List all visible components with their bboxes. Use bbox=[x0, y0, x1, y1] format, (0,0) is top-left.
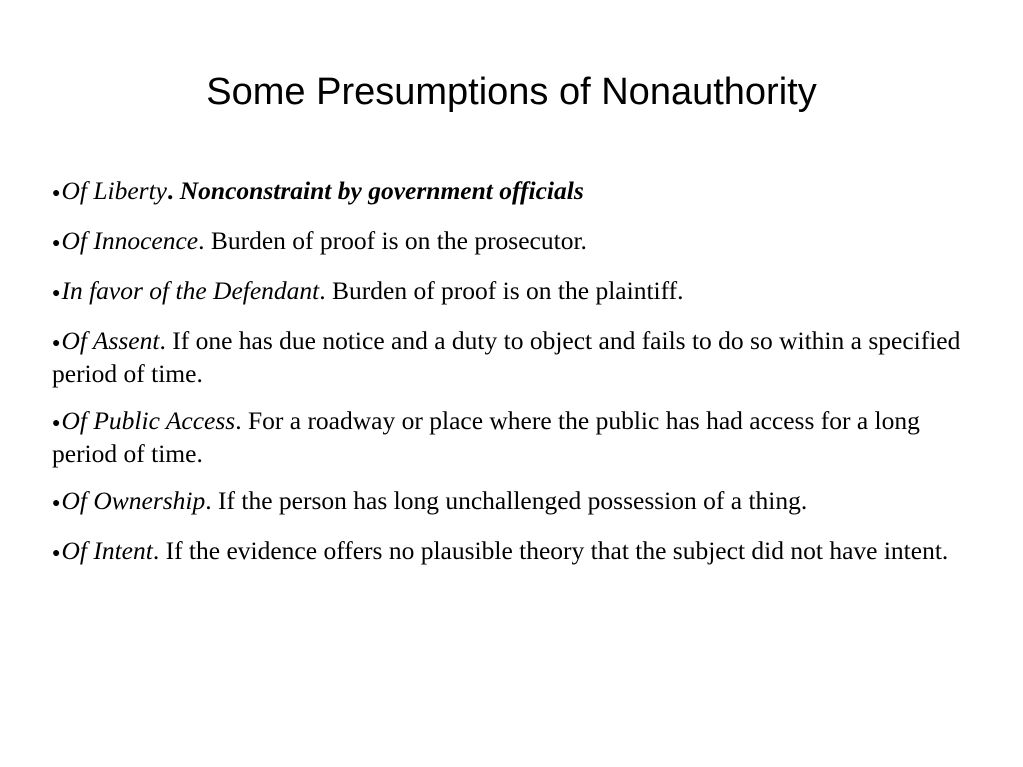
bullet-icon: ● bbox=[52, 336, 61, 351]
term-separator: . bbox=[235, 406, 248, 435]
term-separator: . bbox=[205, 486, 219, 515]
bullet-icon: ● bbox=[52, 416, 61, 431]
presumption-description: Burden of proof is on the prosecutor. bbox=[210, 226, 587, 255]
list-item bbox=[52, 176, 982, 209]
presumption-term: Of Assent bbox=[61, 326, 160, 355]
presumption-term: Of Intent bbox=[61, 536, 153, 565]
term-separator: . bbox=[167, 176, 180, 205]
list-item bbox=[52, 326, 982, 389]
list-item bbox=[52, 486, 982, 519]
presumption-description: If one has due notice and a duty to object and fails to do so within a specified period of time. bbox=[52, 326, 961, 388]
list-item bbox=[52, 226, 982, 259]
presumption-term: Of Ownership bbox=[61, 486, 206, 515]
term-separator: . bbox=[152, 536, 166, 565]
presumption-list bbox=[52, 176, 982, 586]
slide-title: Some Presumptions of Nonauthority bbox=[206, 71, 817, 113]
term-separator: . bbox=[159, 326, 173, 355]
list-item bbox=[52, 406, 982, 469]
term-separator: . bbox=[319, 276, 332, 305]
presumption-term: In favor of the Defendant bbox=[61, 276, 320, 305]
presumption-description: Burden of proof is on the plaintiff. bbox=[332, 276, 684, 305]
term-separator: . bbox=[198, 226, 211, 255]
presumption-description: Nonconstraint by government officials bbox=[179, 176, 584, 205]
presumption-description: For a roadway or place where the public has had access for a long period of time. bbox=[52, 406, 920, 468]
list-item bbox=[52, 536, 982, 569]
bullet-icon: ● bbox=[52, 496, 61, 511]
bullet-icon: ● bbox=[52, 186, 61, 201]
presumption-term: Of Liberty bbox=[61, 176, 168, 205]
presumption-term: Of Innocence bbox=[61, 226, 199, 255]
bullet-icon: ● bbox=[52, 286, 61, 301]
presumption-description: If the person has long unchallenged possession of a thing. bbox=[218, 486, 808, 515]
bullet-icon: ● bbox=[52, 546, 61, 561]
bullet-icon: ● bbox=[52, 236, 61, 251]
list-item bbox=[52, 276, 982, 309]
presumption-term: Of Public Access bbox=[61, 406, 236, 435]
presumption-description: If the evidence offers no plausible theory that the subject did not have intent. bbox=[165, 536, 949, 565]
